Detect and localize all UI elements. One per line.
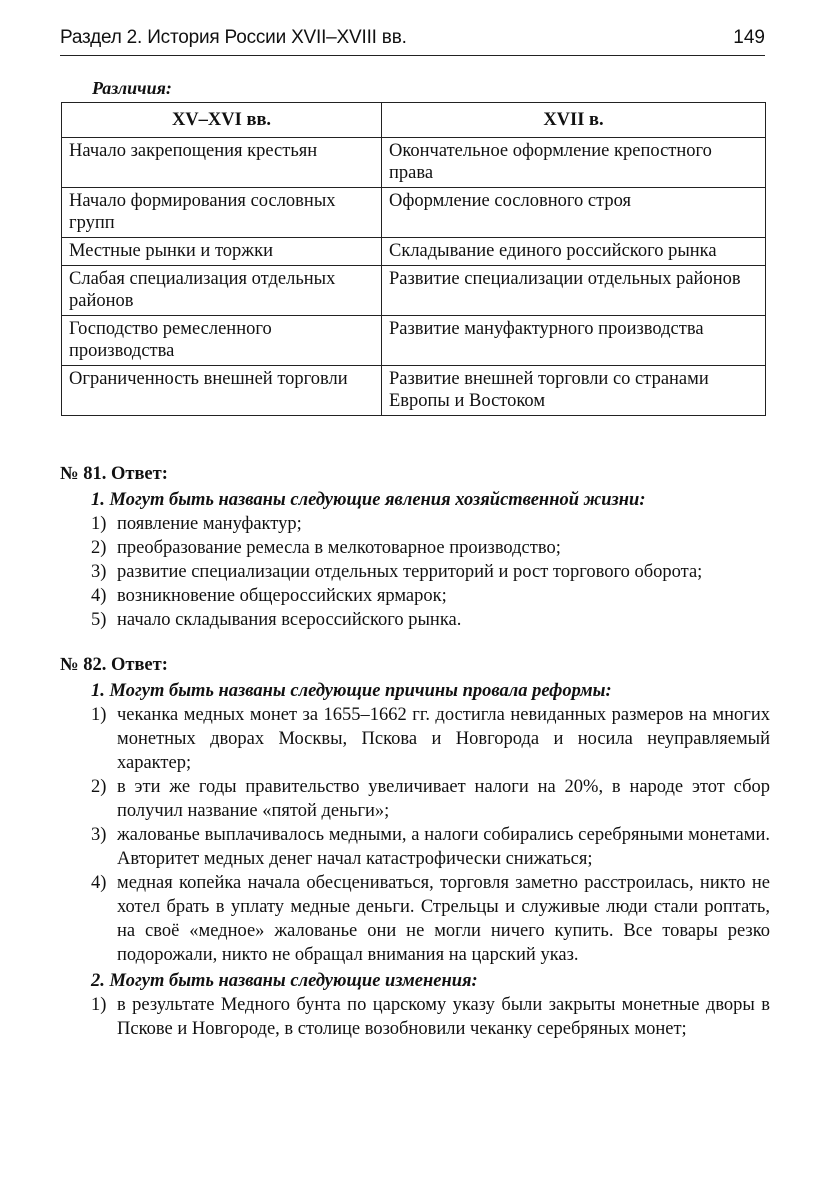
answer-82-section: [60, 653, 770, 1041]
list-item: 3) жалованье выплачивалось медными, а налоги собирались серебряными монетами. Авторитет медных денег начал катастрофически снижаться;: [91, 825, 770, 869]
table-cell: Местные рынки и торжки: [62, 238, 382, 266]
table-cell: Ограниченность внешней торговли: [62, 366, 382, 416]
answer-82-list-2: [60, 993, 770, 1041]
list-item: 4) возникновение общероссийских ярмарок;: [91, 586, 447, 606]
table-cell: Начало закрепощения крестьян: [62, 138, 382, 188]
table-row: [62, 366, 766, 416]
answer-82-title: № 82. Ответ:: [60, 655, 168, 675]
answer-81-list: [60, 512, 770, 632]
list-item: 2) преобразование ремесла в мелкотоварное производство;: [91, 538, 561, 558]
table-cell: Развитие специализации отдельных районов: [382, 266, 766, 316]
table-cell: Развитие внешней торговли со странами Европы и Востоком: [382, 366, 766, 416]
list-item: 2) в эти же годы правительство увеличивает налоги на 20%, в народе этот сбор получил название «пятой деньги»;: [91, 777, 770, 821]
table-row: [62, 138, 766, 188]
table-cell: Окончательное оформление крепостного права: [382, 138, 766, 188]
answer-81-section: [60, 462, 770, 632]
answer-82-subtitle-2: 2. Могут быть названы следующие изменения:: [91, 971, 478, 991]
table-row: [62, 188, 766, 238]
table-cell: Слабая специализация отдельных районов: [62, 266, 382, 316]
answer-82-list-1: [60, 703, 770, 967]
list-item: 4) медная копейка начала обесцениваться, торговля заметно расстроилась, никто не хотел брать в уплату медные деньги. Стрельцы и служивые люди стали роптать, на своё «медное» жалованье они не могли ничего купить. Все товары резко подорожали, никто не обращал внимания на царский указ.: [91, 873, 770, 965]
page-header: [60, 25, 765, 56]
comparison-table: [61, 102, 766, 416]
column-header-xv-xvi: XV–XVI вв.: [62, 103, 382, 138]
table-cell: Развитие мануфактурного производства: [382, 316, 766, 366]
table-header-row: [62, 103, 766, 138]
table-cell: Господство ремесленного производства: [62, 316, 382, 366]
table-cell: Начало формирования сословных групп: [62, 188, 382, 238]
table-cell: Оформление сословного строя: [382, 188, 766, 238]
answer-81-subtitle: 1. Могут быть названы следующие явления хозяйственной жизни:: [91, 490, 646, 510]
table-cell: Складывание единого российского рынка: [382, 238, 766, 266]
column-header-xvii: XVII в.: [382, 103, 766, 138]
table-row: [62, 238, 766, 266]
differences-label: Различия:: [92, 78, 172, 98]
list-item: 5) начало складывания всероссийского рынка.: [91, 610, 462, 630]
list-item: 3) развитие специализации отдельных территорий и рост торгового оборота;: [91, 562, 703, 582]
answer-82-subtitle-1: 1. Могут быть названы следующие причины провала реформы:: [91, 681, 612, 701]
table-row: [62, 266, 766, 316]
running-title: Раздел 2. История России XVII–XVIII вв.: [60, 27, 407, 48]
list-item: 1) в результате Медного бунта по царскому указу были закрыты монетные дворы в Пскове и Новгороде, в столице возобновили чеканку серебряных монет;: [91, 995, 770, 1039]
page-number: 149: [733, 27, 765, 48]
table-row: [62, 316, 766, 366]
list-item: 1) чеканка медных монет за 1655–1662 гг. достигла невиданных размеров на многих монетных дворах Москвы, Пскова и Новгорода и носила неуправляемый характер;: [91, 705, 770, 773]
list-item: 1) появление мануфактур;: [91, 514, 302, 534]
answer-81-title: № 81. Ответ:: [60, 464, 168, 484]
